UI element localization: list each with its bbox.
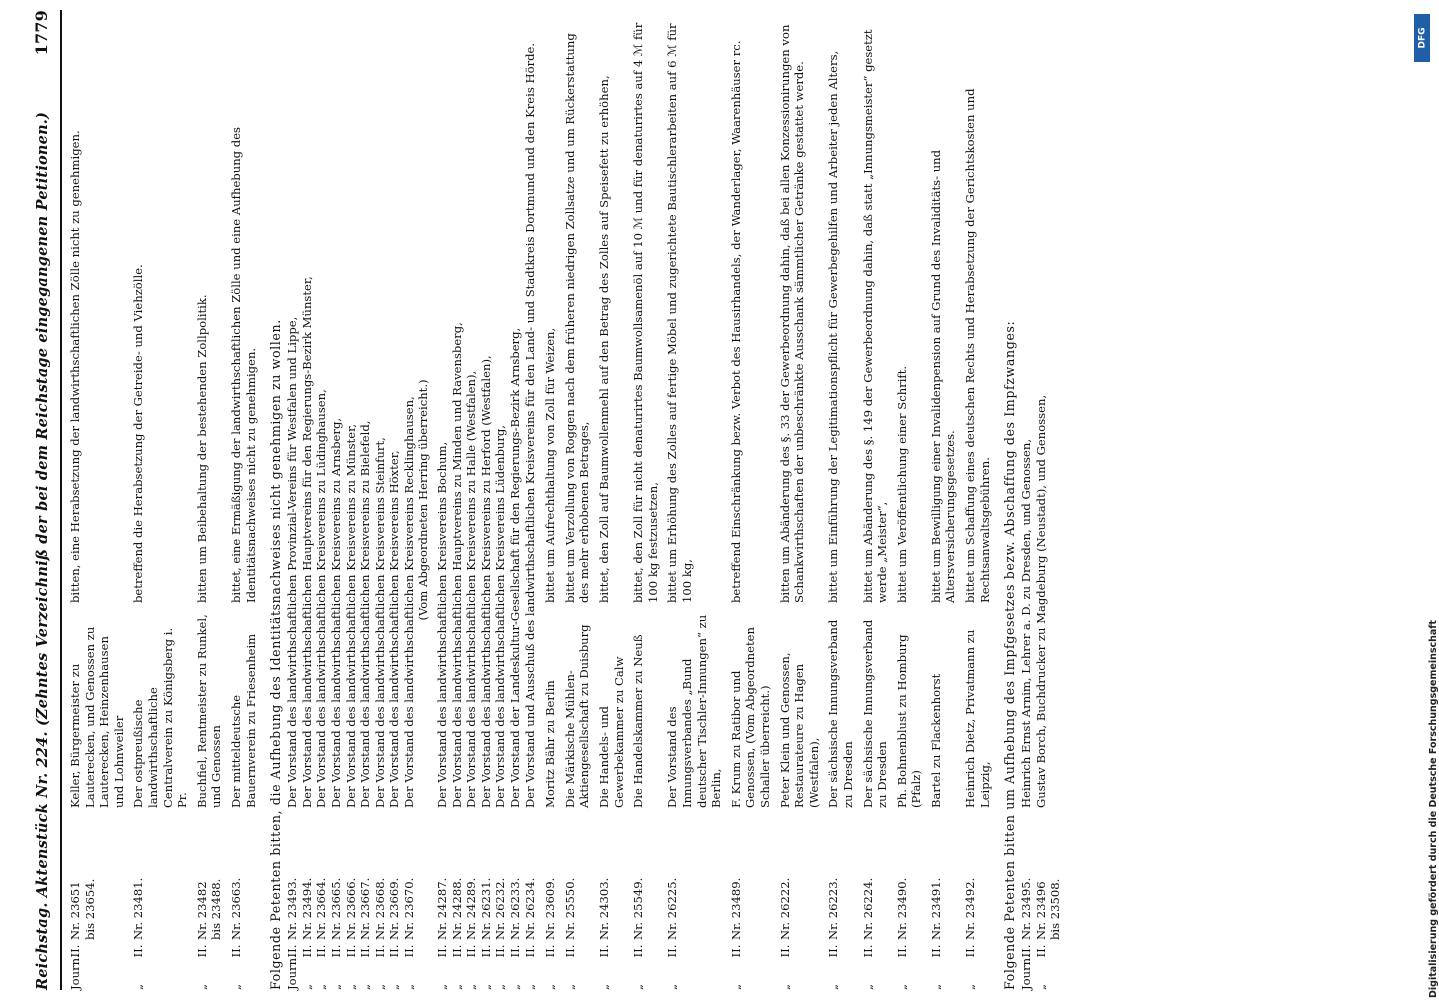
petition-request: betreffend die Herabsetzung der Getreide- und Viehzölle. xyxy=(131,264,146,603)
journal-part: II. xyxy=(131,944,146,958)
journal-mark: Journ. xyxy=(68,954,82,990)
journal-part: II. xyxy=(228,944,243,958)
journal-part: II. xyxy=(963,944,978,958)
petition-number: Nr. 26232. xyxy=(493,877,508,940)
intro-identity: Folgende Petenten bitten, die Aufhebung des Identitätsnachweises nicht genehmigen zu wollen. xyxy=(268,319,284,990)
petitioner: Der ostpreußische landwirthschaftliche Centralverein zu Königsberg i. Pr. xyxy=(131,627,190,808)
journal-mark: „ xyxy=(449,983,464,990)
petition-row xyxy=(665,10,723,990)
journal-mark: „ xyxy=(401,983,416,990)
journal-part: II. xyxy=(464,944,479,958)
journal-mark: „ xyxy=(464,983,479,990)
journal-part: II. xyxy=(493,944,508,958)
petition-row xyxy=(479,10,494,990)
petition-number: Nr. 23664. xyxy=(314,877,329,940)
intro-impf: Folgende Petenten bitten um Aufhebung des Impfgesetzes bezw. Abschaffung des Impfzwanges: xyxy=(1002,320,1018,990)
journal-mark: „ xyxy=(522,983,537,990)
petitioner: Der Vorstand des landwirthschaftlichen Kreisvereins zu Lüdinghausen, xyxy=(314,389,329,808)
journal-mark: „ xyxy=(928,983,943,990)
petition-row xyxy=(597,10,626,990)
petition-row xyxy=(523,10,538,990)
petition-number: Nr. 23492. xyxy=(963,877,978,940)
petition-row xyxy=(435,10,450,990)
journal-part: II. xyxy=(449,944,464,958)
petitioner: Buchfiel, Rentmeister zu Runkel, und Genossen xyxy=(194,614,224,808)
petition-row xyxy=(963,10,992,990)
petitioner: F. Krum zu Ratibor und Genossen, (Vom Abgeordneten Schaller überreicht.) xyxy=(728,627,772,808)
petitioner: Moritz Bähr zu Berlin xyxy=(543,680,558,808)
journal-mark: „ xyxy=(860,983,875,990)
petition-request: bittet um Schaffung eines deutschen Rechts und Herabsetzung der Gerichtskosten und Rechtsanwaltsgebühren. xyxy=(963,88,992,603)
journal-part: II. xyxy=(435,944,450,958)
journal-mark: „ xyxy=(387,983,402,990)
petition-number: Nr. 24287. xyxy=(435,877,450,940)
petitioner: Der Vorstand des landwirthschaftlichen Kreisvereins zu Halle (Westfalen), xyxy=(464,370,479,808)
petition-row xyxy=(1019,10,1034,990)
petition-row xyxy=(493,10,508,990)
rotated-page xyxy=(30,10,1350,990)
petition-number: Nr. 23496 bis 23508. xyxy=(1033,878,1063,940)
petition-request: bittet um Einführung der Legitimationspflicht für Gewerbegehilfen und Arbeiter jeden Alters, xyxy=(826,50,841,603)
petition-number: Nr. 23651 bis 23654. xyxy=(68,878,97,940)
block-impf-petitions xyxy=(1019,10,1063,990)
journal-part: II. xyxy=(194,944,209,958)
petition-row xyxy=(508,10,523,990)
petitioner: Der Vorstand des landwirthschaftlichen Hauptvereins für den Regierungs-Bezirk Münster, xyxy=(299,276,314,808)
journal-mark: „ xyxy=(131,983,146,990)
petition-request: bittet um Bewilligung einer Invalidenpension auf Grund des Invaliditäts- und Altersversicherungsgesetzes. xyxy=(928,149,958,603)
petition-number: Nr. 23665. xyxy=(328,877,343,940)
petition-row xyxy=(543,10,558,990)
petition-number: Nr. 23493. xyxy=(285,877,300,940)
journal-part: II. xyxy=(372,944,387,958)
petition-request: bittet um Veröffentlichung einer Schrift. xyxy=(894,365,909,603)
petition-number: Nr. 23490. xyxy=(894,877,909,940)
journal-part: II. xyxy=(928,944,943,958)
journal-mark: „ xyxy=(228,983,243,990)
journal-part: II. xyxy=(597,944,611,958)
petition-row xyxy=(387,10,402,990)
petitioner: Bartel zu Flackenhorst xyxy=(928,673,943,808)
journal-part: II. xyxy=(562,944,577,958)
petition-row xyxy=(131,10,189,990)
petitioner: Der Vorstand der Landeskultur-Gesellschaft für den Regierungs-Bezirk Arnsberg, xyxy=(508,327,523,808)
petition-row xyxy=(929,10,958,990)
journal-mark: „ xyxy=(478,983,493,990)
petition-row xyxy=(329,10,344,990)
petitioner: Peter Klein und Genossen, Restaurateure zu Hagen (Westfalen), xyxy=(777,652,821,808)
petition-row xyxy=(300,10,315,990)
petition-number: Nr. 26225. xyxy=(665,877,680,940)
petition-number: Nr. 24288. xyxy=(449,877,464,940)
header-title: Reichstag. Aktenstück Nr. 224. (Zehntes Verzeichniß der bei dem Reichstage eingegangenen Petitionen.) xyxy=(34,111,51,990)
petition-number: Nr. 23668. xyxy=(372,877,387,940)
petition-number: Nr. 23489. xyxy=(728,877,743,940)
petition-row xyxy=(563,10,592,990)
journal-part: II. xyxy=(343,944,358,958)
journal-part: II. xyxy=(777,944,792,958)
petition-row xyxy=(373,10,388,990)
petitioner: Die Handels- und Gewerbekammer zu Calw xyxy=(597,656,626,808)
block-identity-petitions xyxy=(285,10,416,990)
petition-request: bitten um Beibehaltung der bestehenden Zollpolitik. xyxy=(194,294,209,603)
petition-number: Nr. 23666. xyxy=(343,877,358,940)
journal-mark: „ xyxy=(777,983,792,990)
journal-part: II. xyxy=(860,944,875,958)
journal-mark: „ xyxy=(508,983,523,990)
petition-row xyxy=(464,10,479,990)
petition-row xyxy=(1034,10,1063,990)
petition-row xyxy=(358,10,373,990)
petitioner: Der Vorstand des landwirthschaftlichen Kreisvereins Höxter, xyxy=(387,450,402,808)
dfg-logo-text: DFG xyxy=(1417,27,1428,49)
petition-row xyxy=(861,10,890,990)
block-zoll-petitions xyxy=(68,10,258,990)
petition-list xyxy=(68,10,1063,990)
journal-part: II. xyxy=(508,944,523,958)
journal-mark: „ xyxy=(435,983,450,990)
petition-request: bittet um Aufrechthaltung von Zoll für Weizen, xyxy=(543,327,558,603)
credit-text: Digitalisierung gefördert durch die Deutsche Forschungsgemeinschaft xyxy=(1428,620,1439,998)
journal-mark: „ xyxy=(493,983,508,990)
petitioner: Der Vorstand des landwirthschaftlichen Kreisvereins zu Münster, xyxy=(343,423,358,808)
journal-part: II. xyxy=(285,944,300,958)
petitioner: Ph. Bohnenblust zu Homburg (Pfalz) xyxy=(894,634,924,808)
journal-mark: „ xyxy=(543,983,558,990)
journal-mark: „ xyxy=(963,983,978,990)
journal-part: II. xyxy=(401,944,416,958)
petition-row xyxy=(344,10,359,990)
petition-request: bitten um Abänderung des §. 33 der Gewerbeordnung dahin, daß bei allen Konzessionirungen von Schankwirthschaften der unbeschränkte Ausschank sämmtlicher Getränke gestattet werde. xyxy=(777,24,807,603)
petitioner: Der Vorstand des landwirthschaftlichen Kreisvereins Lüdenburg, xyxy=(493,425,508,808)
petitioner: Der Vorstand des landwirthschaftlichen Kreisvereins zu Arnsberg, xyxy=(328,417,343,808)
petition-row xyxy=(778,10,822,990)
petitioner: Die Märkische Mühlen-Aktiengesellschaft zu Duisburg xyxy=(562,624,592,808)
journal-mark: Journ. xyxy=(1019,954,1034,990)
journal-mark: „ xyxy=(358,983,373,990)
journal-mark: „ xyxy=(1033,983,1048,990)
petition-number: Nr. 26223. xyxy=(826,877,841,940)
petitioner: Der sächsische Innungsverband zu Dresden xyxy=(860,619,890,808)
petition-row xyxy=(68,10,126,990)
petition-row xyxy=(285,10,300,990)
petition-row xyxy=(229,10,258,990)
petitioner: Der Vorstand des landwirthschaftlichen Kreisvereins Steinfurt, xyxy=(372,437,387,808)
petition-request: bittet um Verzollung von Roggen nach dem früheren niedrigen Zollsatze und um Rückerstattung des mehr erhobenen Betrages, xyxy=(562,33,592,603)
note-herring: (Vom Abgeordneten Herring überreicht.) xyxy=(416,379,431,621)
petitioner: Der Vorstand des landwirthschaftlichen Kreisvereins Bochum, xyxy=(435,441,450,808)
petitioner: Gustav Borch, Buchdrucker zu Magdeburg (Neustadt), und Genossen, xyxy=(1033,394,1048,808)
journal-part: II. xyxy=(478,944,493,958)
petition-number: Nr. 23491. xyxy=(928,877,943,940)
petitioner: Die Handelskammer zu Neuß xyxy=(631,634,646,808)
journal-part: II. xyxy=(387,944,402,958)
journal-mark: „ xyxy=(372,983,387,990)
petition-number: Nr. 26222. xyxy=(777,877,792,940)
page-header xyxy=(30,10,62,990)
petitioner: Der Vorstand des landwirthschaftlichen Kreisvereins zu Herford (Westfalen), xyxy=(478,355,493,808)
petition-number: Nr. 23609. xyxy=(543,877,558,940)
journal-part: II. xyxy=(299,944,314,958)
journal-mark: „ xyxy=(194,983,209,990)
journal-part: II. xyxy=(728,944,743,958)
petition-number: Nr. 25550. xyxy=(562,877,577,940)
petition-request: bittet um Abänderung des §. 149 der Gewerbeordnung dahin, daß statt „Innungsmeister“ gesetzt werde „Meister“, xyxy=(860,29,890,603)
journal-part: II. xyxy=(314,944,329,958)
journal-part: II. xyxy=(328,944,343,958)
petition-number: Nr. 23494. xyxy=(299,877,314,940)
petition-number: Nr. 23495. xyxy=(1019,877,1034,940)
journal-mark: „ xyxy=(728,983,743,990)
petitioner: Keller, Bürgermeister zu Lauterecken, und Genossen zu Lauterecken, Heinzenhausen und Lohnweiler xyxy=(68,626,126,808)
petition-number: Nr. 23669. xyxy=(387,877,402,940)
journal-mark: Journ. xyxy=(285,954,300,990)
journal-part: II. xyxy=(826,944,841,958)
petitioner: Der Vorstand des landwirthschaftlichen Hauptvereins zu Minden und Ravensberg, xyxy=(449,322,464,808)
journal-part: II. xyxy=(1033,944,1048,958)
journal-mark: „ xyxy=(328,983,343,990)
journal-mark: „ xyxy=(631,983,646,990)
block-identity-petitions-2 xyxy=(435,10,537,990)
journal-mark: „ xyxy=(597,983,611,990)
petition-row xyxy=(314,10,329,990)
journal-part: II. xyxy=(522,944,537,958)
petition-row xyxy=(729,10,773,990)
petition-row xyxy=(450,10,465,990)
journal-mark: „ xyxy=(894,983,909,990)
petitioner: Der sächsische Innungsverband zu Dresden xyxy=(826,619,855,808)
petition-number: Nr. 23482 bis 23488. xyxy=(194,878,224,940)
journal-mark: „ xyxy=(299,983,314,990)
petition-row xyxy=(826,10,855,990)
petition-row xyxy=(631,10,660,990)
petition-request: betreffend Einschränkung bezw. Verbot des Hausirhandels, der Wanderlager, Waarenhäuser rc. xyxy=(728,40,743,603)
petitioner: Der Vorstand des landwirthschaftlichen Kreisvereins zu Bielefeld, xyxy=(358,420,373,808)
petition-number: Nr. 24303. xyxy=(597,877,611,940)
petition-request: bittet, den Zoll auf Baumwollenmehl auf den Betrag des Zolles auf Speisefett zu erhöhen, xyxy=(597,75,611,603)
petition-request: bittet, eine Ermäßigung der landwirthschaftlichen Zölle und eine Aufhebung des Identitätsnachweises nicht zu genehmigen. xyxy=(228,126,258,603)
petition-number: Nr. 23481. xyxy=(131,877,146,940)
petitioner: Heinrich Dietz, Privatmann zu Leipzig, xyxy=(963,629,992,808)
journal-part: II. xyxy=(631,944,646,958)
petition-number: Nr. 26234. xyxy=(522,877,537,940)
journal-mark: „ xyxy=(665,983,680,990)
petition-request: bitten, eine Herabsetzung der landwirthschaftlichen Zölle nicht zu genehmigen. xyxy=(68,130,82,603)
journal-part: II. xyxy=(68,944,82,958)
petitioner: Der Vorstand des landwirthschaftlichen Provinzial-Vereins für Westfalen und Lippe, xyxy=(285,316,300,808)
block-various-petitions xyxy=(543,10,992,990)
petition-number: Nr. 26233. xyxy=(508,877,523,940)
petition-row xyxy=(402,10,417,990)
petition-request: bittet, den Zoll für nicht denaturirtes Baumwollsamenöl auf 10 ℳ und für denaturirtes auf 4 ℳ für 100 kg festzusetzen, xyxy=(631,22,660,603)
petitioner: Heinrich Ernst Arnim, Lehrer a. D. zu Dresden, und Genossen, xyxy=(1019,438,1034,808)
journal-part: II. xyxy=(894,944,909,958)
petitioner: Der mitteldeutsche Bauernverein zu Friesenheim xyxy=(228,633,258,808)
petitioner: Der Vorstand des landwirthschaftlichen Kreisvereins Recklinghausen, xyxy=(401,396,416,808)
journal-part: II. xyxy=(358,944,373,958)
page-number: 1779 xyxy=(32,10,51,56)
petition-number: Nr. 23670. xyxy=(401,877,416,940)
petitioner: Der Vorstand des Innungsverbandes „Bund deutscher Tischler-Innungen“ zu Berlin, xyxy=(665,614,724,808)
petitioner: Der Vorstand und Ausschuß des landwirthschaftlichen Kreisvereins für den Land- und Stadtkreis Dortmund und den Kreis Hörde. xyxy=(522,42,537,808)
journal-mark: „ xyxy=(314,983,329,990)
petition-number: Nr. 25549. xyxy=(631,877,646,940)
petition-row xyxy=(895,10,924,990)
petition-number: Nr. 26224. xyxy=(860,877,875,940)
petition-number: Nr. 24289. xyxy=(464,877,479,940)
petition-request: bittet um Erhöhung des Zolles auf fertige Möbel und zugerichtete Bautischlerarbeiten auf 6 ℳ für 100 kg, xyxy=(665,23,694,603)
petition-number: Nr. 26231. xyxy=(478,877,493,940)
journal-mark: „ xyxy=(826,983,841,990)
journal-part: II. xyxy=(543,944,558,958)
journal-part: II. xyxy=(1019,944,1034,958)
petition-row xyxy=(195,10,224,990)
petition-number: Nr. 23663. xyxy=(228,877,243,940)
journal-mark: „ xyxy=(562,983,577,990)
journal-mark: „ xyxy=(343,983,358,990)
journal-part: II. xyxy=(665,944,680,958)
petition-number: Nr. 23667. xyxy=(358,877,373,940)
side-credit xyxy=(1414,30,1439,1000)
